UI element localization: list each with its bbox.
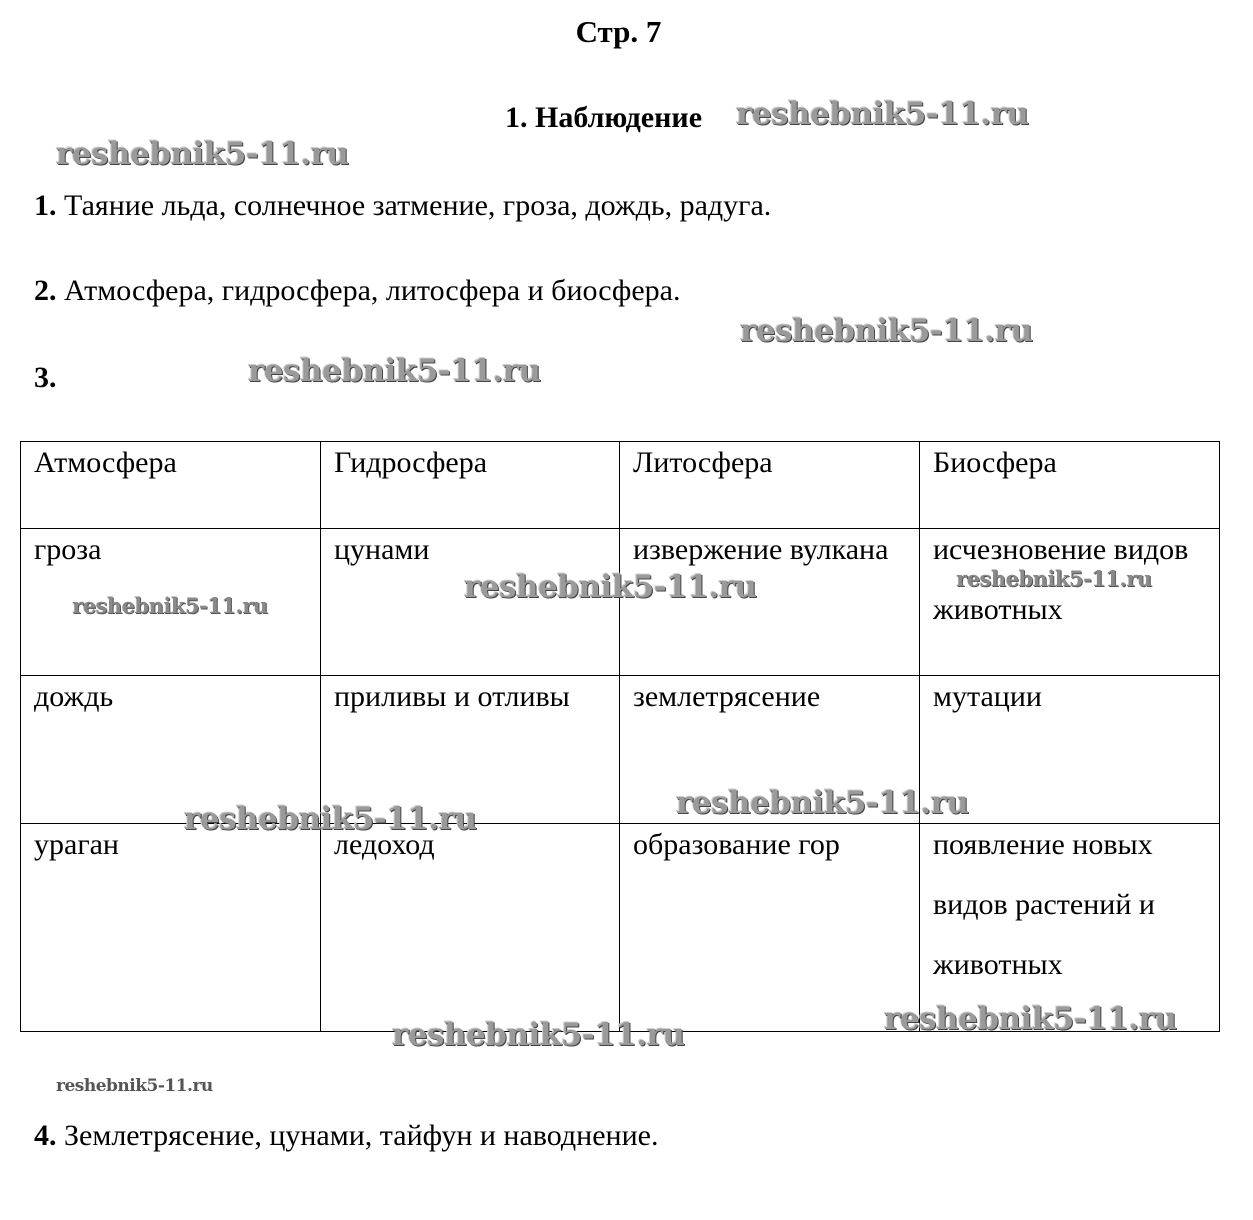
answer-2	[34, 273, 681, 309]
watermark: reshebnik5-11.ru	[184, 801, 477, 837]
answer-text: Атмосфера, гидросфера, литосфера и биосфера.	[56, 274, 681, 307]
table-row	[21, 529, 1220, 676]
header-atmosphere: Атмосфера	[21, 442, 321, 529]
page-title: Стр. 7	[575, 14, 662, 49]
header-lithosphere: Литосфера	[620, 442, 920, 529]
table-cell: ураган	[21, 824, 321, 1032]
answer-number: 2.	[34, 274, 57, 307]
table-cell: появление новых видов растений и животных	[920, 824, 1220, 1032]
header-biosphere: Биосфера	[920, 442, 1220, 529]
watermark: reshebnik5-11.ru	[884, 1001, 1177, 1037]
answer-number: 3.	[34, 361, 57, 394]
table-row	[21, 824, 1220, 1032]
watermark: reshebnik5-11.ru	[464, 569, 757, 605]
answer-text: Таяние льда, солнечное затмение, гроза, дождь, радуга.	[56, 189, 772, 222]
table-cell: исчезновение видов животных	[920, 529, 1220, 676]
answer-3	[34, 360, 57, 396]
table-cell: ледоход	[321, 824, 620, 1032]
header-hydrosphere: Гидросфера	[321, 442, 620, 529]
table-header-row	[21, 442, 1220, 529]
watermark: reshebnik5-11.ru	[56, 136, 349, 172]
table-cell: мутации	[920, 676, 1220, 824]
table-cell: дождь	[21, 676, 321, 824]
answer-number: 1.	[34, 189, 57, 222]
answer-4	[34, 1118, 658, 1154]
table-cell: цунами	[321, 529, 620, 676]
answer-1	[34, 188, 771, 224]
answer-number: 4.	[34, 1119, 57, 1152]
section-title: 1. Наблюдение	[505, 101, 703, 134]
watermark: reshebnik5-11.ru	[248, 353, 541, 389]
spheres-table	[20, 441, 1220, 1032]
table-row	[21, 676, 1220, 824]
answer-text: Землетрясение, цунами, тайфун и наводнение.	[56, 1119, 659, 1152]
watermark: reshebnik5-11.ru	[56, 1076, 213, 1096]
table-cell: извержение вулкана	[620, 529, 920, 676]
table-cell: приливы и отливы	[321, 676, 620, 824]
table-cell: образование гор	[620, 824, 920, 1032]
watermark: reshebnik5-11.ru	[740, 313, 1033, 349]
watermark: reshebnik5-11.ru	[956, 566, 1152, 591]
watermark: reshebnik5-11.ru	[736, 96, 1029, 132]
table-cell: землетрясение	[620, 676, 920, 824]
watermark: reshebnik5-11.ru	[72, 593, 268, 618]
table-cell: гроза	[21, 529, 321, 676]
watermark: reshebnik5-11.ru	[676, 785, 969, 821]
watermark: reshebnik5-11.ru	[392, 1017, 685, 1053]
